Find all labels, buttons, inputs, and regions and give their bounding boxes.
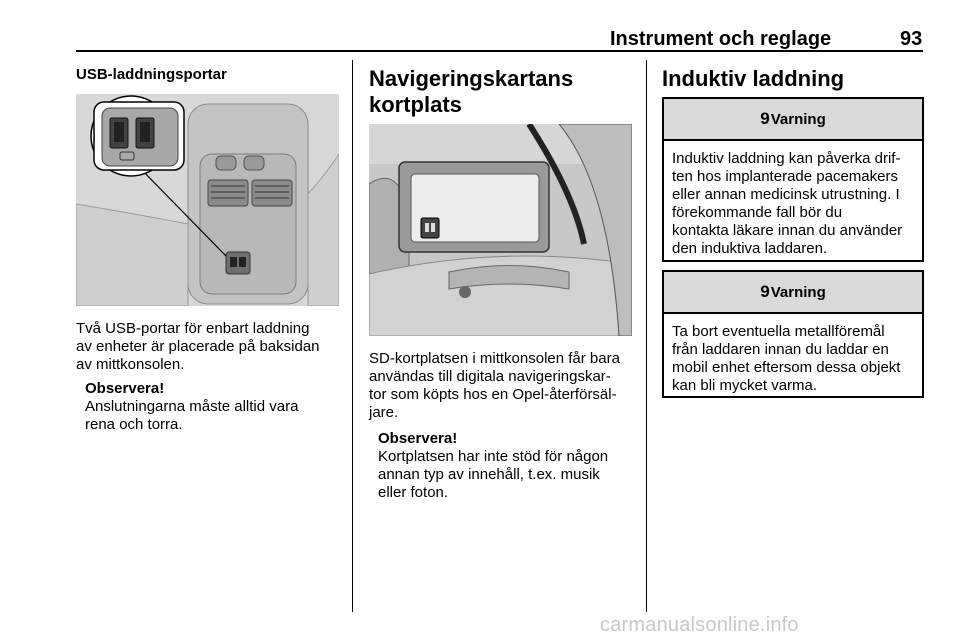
usb-ports-illustration: [76, 94, 339, 306]
warning-triangle-icon: 9: [760, 282, 770, 301]
usb-note: [85, 380, 345, 434]
warning-title: Varning: [770, 110, 826, 128]
column-divider-2: [646, 60, 647, 612]
text-line: av mittkonsolen.: [76, 356, 185, 373]
text-line: Kortplatsen har inte stöd för någon: [378, 448, 609, 465]
text-line: tor som köpts hos en Opel-återförsäl-: [369, 386, 617, 403]
section-heading-inductive: Induktiv laddning: [662, 66, 845, 91]
footer-watermark: carmanualsonline.info: [600, 614, 799, 636]
text-line: Induktiv laddning kan påverka drif-: [672, 150, 901, 167]
text-line: jare.: [369, 404, 399, 421]
text-line: rena och torra.: [85, 416, 183, 433]
text-line: Två USB-portar för enbart laddning: [76, 320, 310, 337]
page-header-title: Instrument och reglage: [610, 28, 832, 50]
text-line: Ta bort eventuella metallföremål: [672, 323, 885, 340]
text-line: kontakta läkare innan du använder: [672, 222, 903, 239]
text-line: mobil enhet eftersom dessa objekt: [672, 359, 901, 376]
text-line: den induktiva laddaren.: [672, 240, 828, 257]
text-line: SD-kortplatsen i mittkonsolen får bara: [369, 350, 620, 367]
sd-note: [378, 430, 640, 502]
text-line: användas till digitala navigeringskar-: [369, 368, 611, 385]
text-line: eller annan medicinsk utrustning. I: [672, 186, 900, 203]
warning-triangle-icon: 9: [760, 109, 770, 128]
text-line: förekommande fall bör du: [672, 204, 843, 221]
warning-title: Varning: [770, 283, 826, 301]
note-title: Observera!: [85, 380, 165, 397]
section-heading-usb: USB-laddningsportar: [76, 66, 227, 83]
text-line: eller foton.: [378, 484, 449, 501]
warning-box-1: [662, 97, 924, 262]
text-line: kan bli mycket varma.: [672, 377, 818, 394]
warning-body: [664, 314, 922, 395]
section-heading-sd: [369, 66, 573, 118]
usb-paragraph: [76, 320, 346, 374]
sd-paragraph: [369, 350, 641, 422]
page-number: 93: [900, 28, 923, 50]
text-line: ten hos implanterade pacemakers: [672, 168, 898, 185]
heading-line: kortplats: [369, 92, 462, 117]
heading-line: Navigeringskartans: [369, 66, 574, 91]
text-line: av enheter är placerade på baksidan: [76, 338, 320, 355]
warning-header: [664, 99, 922, 141]
text-line: annan typ av innehåll, t.ex. musik: [378, 466, 600, 483]
warning-header: [664, 272, 922, 314]
warning-box-2: [662, 270, 924, 398]
text-line: från laddaren innan du laddar en: [672, 341, 889, 358]
warning-body: [664, 141, 922, 258]
header-rule: [76, 50, 923, 52]
note-title: Observera!: [378, 430, 458, 447]
sd-slot-illustration: [369, 124, 632, 336]
column-divider-1: [352, 60, 353, 612]
text-line: Anslutningarna måste alltid vara: [85, 398, 299, 415]
